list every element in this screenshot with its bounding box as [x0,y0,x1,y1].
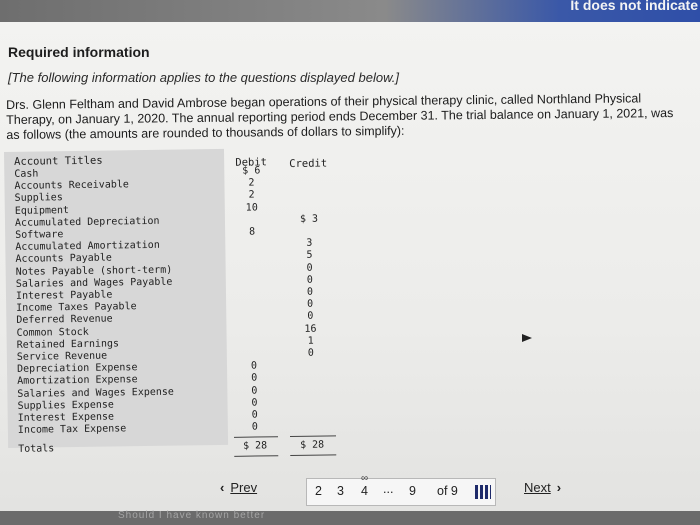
debit-amount: 0 [251,409,258,421]
credit-amount: $ 3 [299,213,319,225]
debit-amount: 0 [251,385,258,397]
debit-amount: 8 [249,226,256,238]
debit-amount: 2 [248,177,255,189]
account-title: Accounts Payable [15,252,112,266]
link-icon: ∞ [361,473,369,484]
chevron-right-icon: › [556,480,562,495]
debit-amount [232,336,276,337]
page-3[interactable]: 3 [337,484,344,498]
debit-amount [231,263,275,264]
account-title: Supplies Expense [17,399,114,412]
account-title: Deferred Revenue [16,313,113,327]
credit-amount [288,408,336,409]
banner-text: It does not indicate [570,0,698,13]
credit-amount: 0 [306,286,314,298]
pagination-bar [220,473,600,508]
credit-amount [287,372,335,373]
account-title: Retained Earnings [16,338,120,351]
page-ellipsis: ... [383,482,394,496]
account-title: Equipment [14,204,70,217]
debit-amount: 0 [251,421,258,433]
credit-amount: 0 [306,274,313,286]
credit-double-rule [290,454,336,456]
credit-amount [284,177,332,178]
credit-amount: 1 [307,335,314,347]
debit-amount: 10 [245,202,258,214]
debit-amount [231,275,275,276]
debit-double-rule [234,455,278,457]
account-title: Salaries and Wages Expense [17,386,174,400]
account-title: Income Tax Expense [17,423,127,437]
credit-total: $ 28 [300,439,325,451]
totals-label: Totals [18,443,55,455]
trial-balance-table [4,147,338,466]
header-debit: Debit [235,156,268,169]
account-title: Common Stock [16,326,89,339]
credit-amount [284,164,332,165]
credit-amount: 0 [306,262,313,274]
debit-amount [231,324,275,325]
account-title: Salaries and Wages Payable [15,276,173,290]
credit-total-rule [290,435,336,437]
credit-amount: 16 [304,323,317,335]
credit-amount: 3 [306,237,313,249]
credit-amount: 0 [307,298,314,310]
debit-total-rule [234,436,278,438]
account-title: Amortization Expense [17,374,138,388]
top-banner [0,0,700,22]
debit-amount [231,299,275,300]
account-title: Supplies [14,192,63,205]
page-selector [306,473,496,506]
account-title: Interest Payable [15,289,113,302]
next-button[interactable] [524,480,561,495]
account-title: Notes Payable (short-term) [15,264,173,278]
account-title: Accumulated Depreciation [14,215,160,229]
debit-amount: 0 [251,397,258,409]
credit-amount [287,384,335,385]
debit-amount: 2 [248,189,255,201]
credit-amount [285,201,333,202]
debit-amount [230,251,274,252]
debit-total: $ 28 [243,440,268,452]
account-title: Cash [14,168,39,180]
debit-amount [231,287,275,288]
debit-amount: $ 6 [242,165,261,177]
credit-amount [288,421,336,422]
credit-amount [285,189,333,190]
account-title: Depreciation Expense [16,362,138,376]
credit-amount: 5 [306,250,313,262]
header-account-titles: Account Titles [14,154,103,168]
page-9[interactable]: 9 [409,484,416,498]
credit-amount [287,360,335,361]
prev-label: Prev [230,480,258,495]
account-title: Interest Expense [17,411,115,424]
account-title: Software [15,229,64,241]
header-credit: Credit [289,157,328,171]
problem-intro: Drs. Glenn Feltham and David Ambrose began operations of their physical therapy clinic, called Northland Physical Therapy, on January 1, 2020. The annual reporting period ends December 31. The trial balance on January 1, 2021, was as follows (the amounts are rounded to thousands of dollars to simplify): [6,91,674,142]
prev-button[interactable] [220,480,257,495]
account-title: Income Taxes Payable [16,301,137,315]
debit-amount [230,238,274,239]
debit-amount [231,312,275,313]
chevron-left-icon: ‹ [220,480,225,495]
mouse-cursor-icon [522,334,532,342]
grid-icon[interactable] [475,485,491,499]
page-2[interactable]: 2 [315,484,322,498]
credit-amount [285,225,333,226]
footer-hint: Should I have known better [118,510,266,521]
credit-amount: 0 [307,311,314,323]
instruction-note: [The following information applies to the questions displayed below.] [8,70,399,85]
required-info-title: Required information [8,44,150,60]
credit-amount: 0 [307,347,314,359]
next-label: Next [524,480,551,495]
debit-amount [230,214,274,215]
bottom-edge [0,511,700,525]
debit-amount: 0 [251,372,258,384]
credit-amount [287,396,335,397]
page-count: of 9 [437,484,458,498]
account-title: Accumulated Amortization [15,240,160,254]
account-title: Service Revenue [16,350,108,363]
account-title: Accounts Receivable [14,179,129,193]
page-4[interactable]: 4 [361,484,368,498]
debit-amount: 0 [250,360,258,372]
debit-amount [232,348,276,349]
